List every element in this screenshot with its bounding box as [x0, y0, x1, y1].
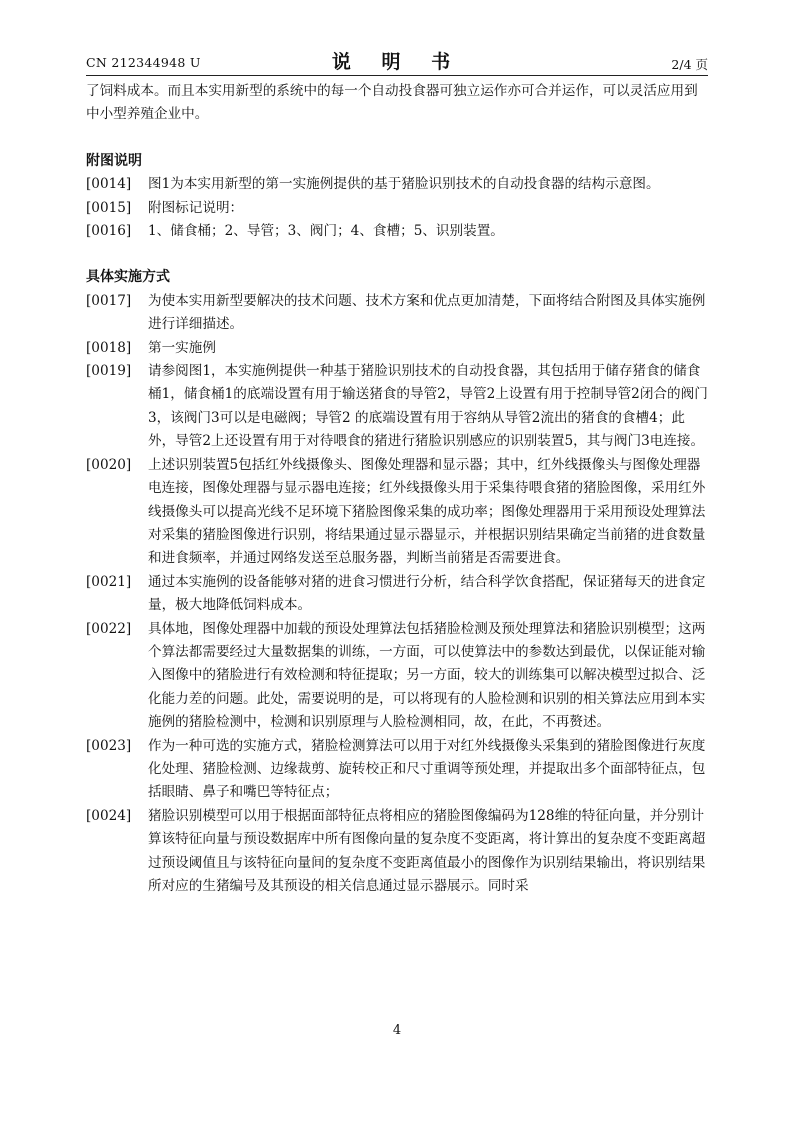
paragraph-number: [0020]: [86, 456, 132, 473]
paragraph-text: 请参阅图1，本实施例提供一种基于猪脸识别技术的自动投食器，其包括用于储存猪食的储食桶1，储食桶1的底端设置有用于输送猪食的导管2，导管2上设置有用于控制导管2闭合的阀门3，该阀门3可以是电磁阀；导管2 的底端设置有用于容纳从导管2流出的猪食的食槽4；此外，导管2上还设置有用于对待喂食的猪进行猪脸识别感应的识别装置5，其与阀门3电连接。: [148, 363, 708, 450]
paragraph-text: 猪脸识别模型可以用于根据面部特征点将相应的猪脸图像编码为128维的特征向量，并分别计算该特征向量与预设数据库中所有图像向量的复杂度不变距离，将计算出的复杂度不变距离超过预设阈值且与该特征向量间的复杂度不变距离值最小的图像作为识别结果输出，将识别结果所对应的生猪编号及其预设的相关信息通过显示器展示。同时采: [148, 807, 706, 894]
paragraph: [86, 454, 710, 571]
paragraph-number: [0019]: [86, 363, 132, 380]
paragraph: [86, 197, 710, 220]
paragraph-number: [0016]: [86, 223, 132, 240]
intro-paragraph: 了饲料成本。而且本实用新型的系统中的每一个自动投食器可独立运作亦可合并运作，可以灵活应用到中小型养殖企业中。: [86, 83, 698, 123]
figure-section: [86, 173, 710, 243]
document-title: 说 明 书: [331, 51, 463, 73]
paragraph-text: 为使本实用新型要解决的技术问题、技术方案和优点更加清楚，下面将结合附图及具体实施例进行详细描述。: [148, 292, 706, 333]
paragraph: [86, 220, 710, 243]
paragraph: [86, 735, 710, 805]
paragraph-number: [0017]: [86, 292, 132, 309]
paragraph-number: [0024]: [86, 807, 132, 824]
paragraph-text: 通过本实施例的设备能够对猪的进食习惯进行分析，结合科学饮食搭配，保证猪每天的进食定量，极大地降低饲料成本。: [148, 573, 706, 614]
paragraph-text: 作为一种可选的实施方式，猪脸检测算法可以用于对红外线摄像头采集到的猪脸图像进行灰度化处理、猪脸检测、边缘裁剪、旋转校正和尺寸重调等预处理，并提取出多个面部特征点，包括眼睛、鼻子和嘴巴等特征点；: [148, 737, 706, 801]
paragraph-text: 图1为本实用新型的第一实施例提供的基于猪脸识别技术的自动投食器的结构示意图。: [148, 176, 660, 193]
paragraph-number: [0015]: [86, 199, 132, 216]
paragraph-number: [0023]: [86, 737, 132, 754]
paragraph: [86, 290, 710, 337]
paragraph-number: [0018]: [86, 339, 132, 356]
paragraph-text: 附图标记说明：: [148, 199, 244, 216]
paragraph: [86, 173, 710, 196]
paragraph-text: 具体地，图像处理器中加载的预设处理算法包括猪脸检测及预处理算法和猪脸识别模型；这两个算法都需要经过大量数据集的训练，一方面，可以使算法中的参数达到最优，以保证能对输入图像中的猪脸进行有效检测和特征提取；另一方面，较大的训练集可以解决模型过拟合、泛化能力差的问题。此处，需要说明的是，可以将现有的人脸检测和识别的相关算法应用到本实施例的猪脸检测中，检测和识别原理与人脸检测相同，故，在此，不再赘述。: [148, 620, 706, 731]
paragraph: [86, 805, 710, 899]
paragraph-text: 第一实施例: [148, 339, 216, 356]
paragraph: [86, 337, 710, 360]
document-body: [86, 80, 710, 898]
embodiment-section: [86, 290, 710, 899]
patent-number: CN 212344948 U: [86, 55, 201, 70]
paragraph: [86, 618, 710, 735]
paragraph-number: [0014]: [86, 176, 132, 193]
paragraph: [86, 571, 710, 618]
page-header: [86, 47, 708, 76]
paragraph-text: 1、储食桶；2、导管；3、阀门；4、食槽；5、识别装置。: [148, 223, 504, 240]
paragraph-text: 上述识别装置5包括红外线摄像头、图像处理器和显示器；其中，红外线摄像头与图像处理器电连接，图像处理器与显示器电连接；红外线摄像头用于采集待喂食猪的猪脸图像，采用红外线摄像头可以提高光线不足环境下猪脸图像采集的成功率；图像处理器用于采用预设处理算法对采集的猪脸图像进行识别，将结果通过显示器显示，并根据识别结果确定当前猪的进食数量和进食频率，并通过网络发送至总服务器，判断当前猪是否需要进食。: [148, 456, 706, 567]
paragraph-number: [0021]: [86, 573, 132, 590]
paragraph: [86, 360, 710, 454]
figure-section-title: 附图说明: [86, 152, 142, 169]
embodiment-section-title: 具体实施方式: [86, 269, 170, 286]
page-info: 2/4 页: [671, 57, 708, 72]
page-number: 4: [392, 1023, 402, 1038]
paragraph-number: [0022]: [86, 620, 132, 637]
